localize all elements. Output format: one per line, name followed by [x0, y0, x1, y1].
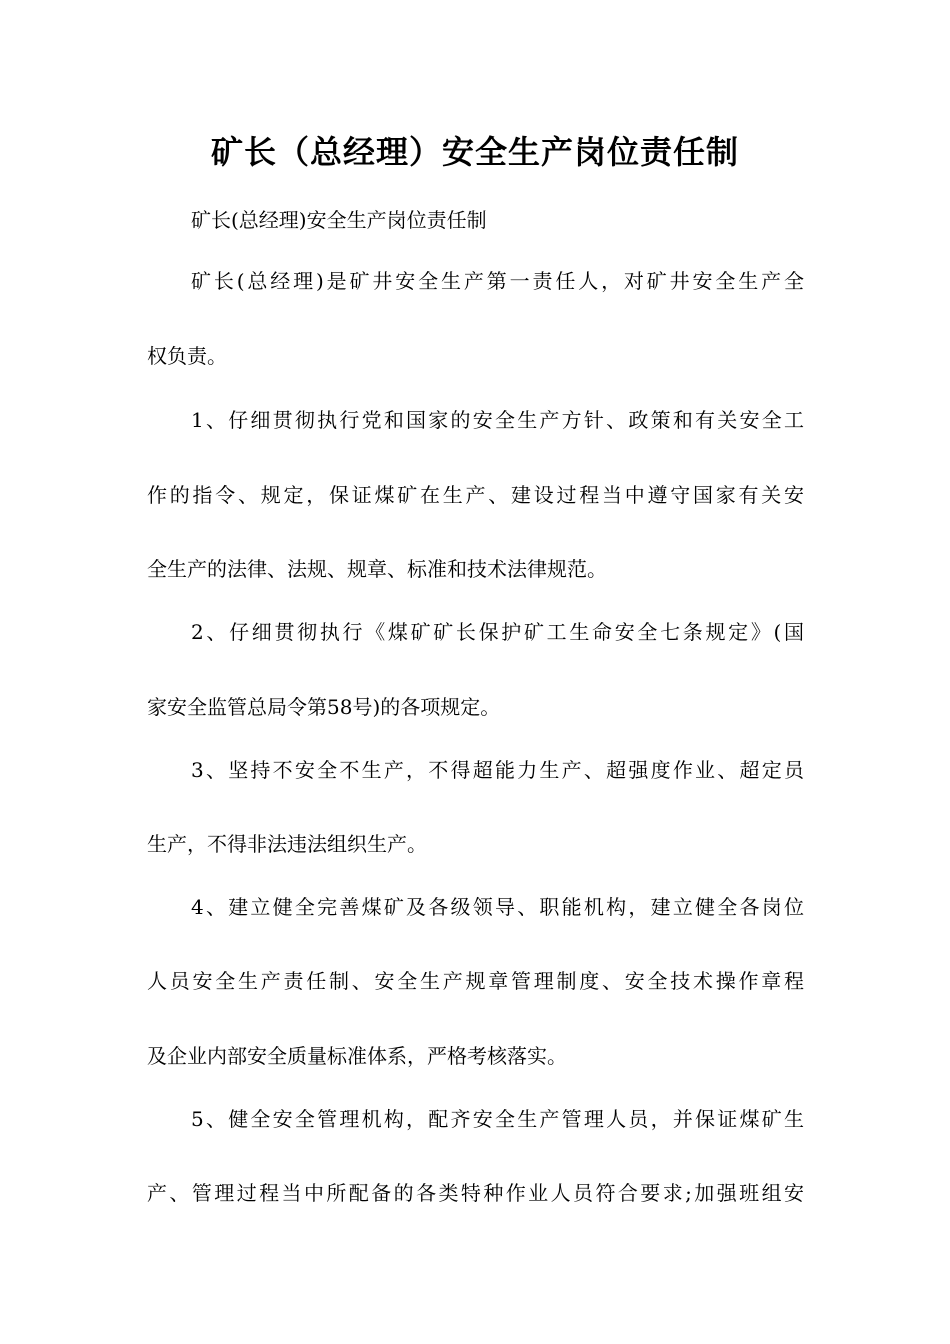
body-line: 4、建立健全完善煤矿及各级领导、职能机构，建立健全各岗位 [191, 895, 804, 919]
body-line: 5、健全安全管理机构，配齐安全生产管理人员，并保证煤矿生 [191, 1107, 804, 1131]
body-line: 权负责。 [147, 344, 227, 368]
body-line: 矿长(总经理)是矿井安全生产第一责任人，对矿井安全生产全 [191, 269, 804, 293]
document-title: 矿长（总经理）安全生产岗位责任制 [210, 133, 739, 171]
body-line: 产、管理过程当中所配备的各类特种作业人员符合要求;加强班组安 [147, 1181, 804, 1205]
body-line: 家安全监管总局令第58号)的各项规定。 [147, 695, 501, 719]
body-line: 1、仔细贯彻执行党和国家的安全生产方针、政策和有关安全工 [191, 408, 804, 432]
subtitle-line: 矿长(总经理)安全生产岗位责任制 [191, 208, 487, 232]
body-line: 及企业内部安全质量标准体系，严格考核落实。 [147, 1044, 567, 1068]
body-line: 3、坚持不安全不生产，不得超能力生产、超强度作业、超定员 [191, 758, 804, 782]
body-line: 生产，不得非法违法组织生产。 [147, 832, 427, 856]
body-line: 全生产的法律、法规、规章、标准和技术法律规范。 [147, 557, 607, 581]
body-line: 人员安全生产责任制、安全生产规章管理制度、安全技术操作章程 [147, 969, 804, 993]
body-line: 2、仔细贯彻执行《煤矿矿长保护矿工生命安全七条规定》(国 [191, 620, 804, 644]
body-line: 作的指令、规定，保证煤矿在生产、建设过程当中遵守国家有关安 [147, 483, 804, 507]
